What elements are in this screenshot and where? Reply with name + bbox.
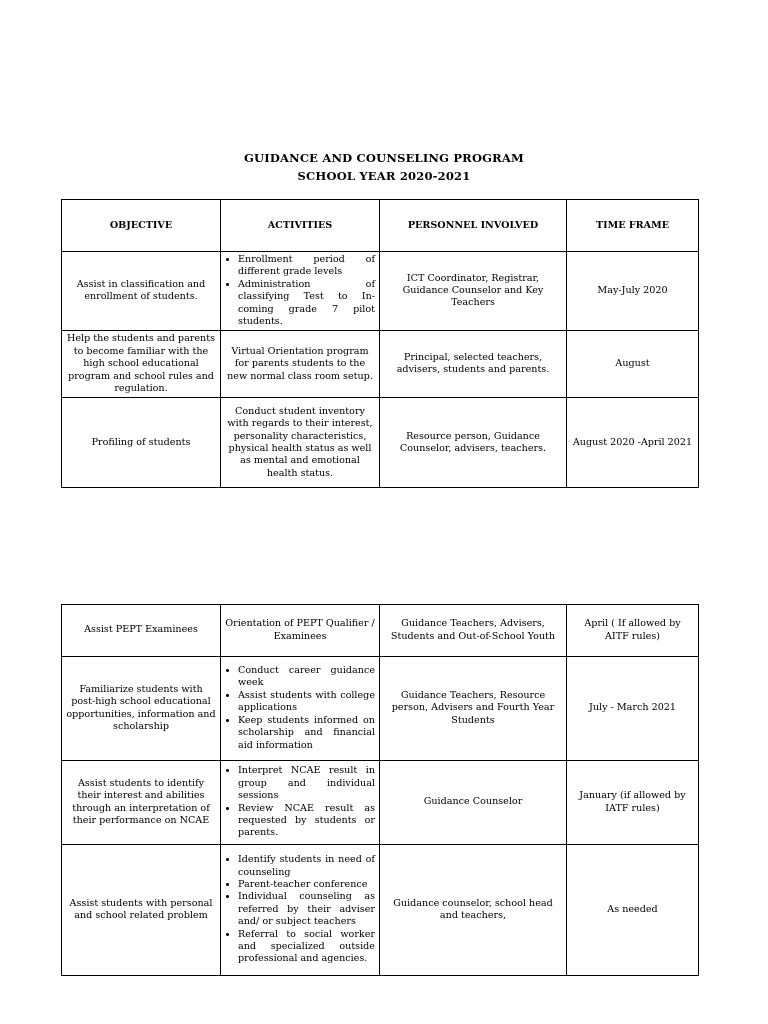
table-header-row	[62, 200, 699, 252]
program-table-2	[61, 604, 699, 976]
time-frame-cell: August	[567, 331, 699, 398]
table-row	[62, 605, 699, 657]
activity-item: • Interpret NCAE result in group and individual sessions	[238, 765, 375, 802]
header-time-frame: TIME FRAME	[567, 200, 699, 252]
document-title: GUIDANCE AND COUNSELING PROGRAM	[243, 151, 524, 165]
table-row	[62, 398, 699, 488]
activities-cell	[221, 657, 380, 761]
activity-item: • Identify students in need of counseling	[238, 854, 375, 879]
personnel-cell: Guidance Teachers, Resource person, Advisers and Fourth Year Students	[380, 657, 567, 761]
activities-cell	[221, 845, 380, 976]
activities-cell: Orientation of PEPT Qualifier / Examinees	[221, 605, 380, 657]
table-row	[62, 845, 699, 976]
personnel-cell: Principal, selected teachers, advisers, students and parents.	[380, 331, 567, 398]
header-personnel: PERSONNEL INVOLVED	[380, 200, 567, 252]
activity-item: • Referral to social worker and specialized outside professional and agencies.	[238, 929, 375, 966]
personnel-cell: Guidance Teachers, Advisers, Students and Out-of-School Youth	[380, 605, 567, 657]
activities-cell: Virtual Orientation program for parents students to the new normal class room setup.	[221, 331, 380, 398]
activities-list	[225, 854, 375, 966]
time-frame-cell: May-July 2020	[567, 252, 699, 331]
activities-cell	[221, 252, 380, 331]
time-frame-cell: April ( If allowed by AITF rules)	[567, 605, 699, 657]
time-frame-cell: As needed	[567, 845, 699, 976]
objective-cell: Help the students and parents to become familiar with the high school educational program and school rules and regulation.	[62, 331, 221, 398]
objective-cell: Profiling of students	[62, 398, 221, 488]
document-subtitle: SCHOOL YEAR 2020-2021	[297, 169, 471, 183]
table-row	[62, 761, 699, 845]
activities-list	[225, 665, 375, 752]
activity-item: • Individual counseling as referred by their adviser and/ or subject teachers	[238, 891, 375, 928]
activity-item: • Parent-teacher conference	[238, 879, 375, 891]
table-row	[62, 657, 699, 761]
objective-cell: Assist in classification and enrollment of students.	[62, 252, 221, 331]
activity-item: • Review NCAE result as requested by students or parents.	[238, 803, 375, 840]
activity-item: • Keep students informed on scholarship and financial aid information	[238, 715, 375, 752]
objective-cell: Assist students to identify their interest and abilities through an interpretation of their performance on NCAE	[62, 761, 221, 845]
personnel-cell: Resource person, Guidance Counselor, advisers, teachers.	[380, 398, 567, 488]
program-table-1	[61, 199, 699, 488]
activity-item: • Enrollment period of different grade levels	[238, 254, 375, 279]
objective-cell: Assist students with personal and school related problem	[62, 845, 221, 976]
activity-item: • Assist students with college applications	[238, 690, 375, 715]
time-frame-cell: August 2020 -April 2021	[567, 398, 699, 488]
objective-cell: Familiarize students with post-high school educational opportunities, information and scholarship	[62, 657, 221, 761]
header-activities: ACTIVITIES	[221, 200, 380, 252]
activity-item: • Conduct career guidance week	[238, 665, 375, 690]
personnel-cell: Guidance counselor, school head and teachers,	[380, 845, 567, 976]
activity-item: • Administration of classifying Test to In-coming grade 7 pilot students.	[238, 279, 375, 329]
activities-list	[225, 254, 375, 328]
time-frame-cell: July - March 2021	[567, 657, 699, 761]
objective-cell: Assist PEPT Examinees	[62, 605, 221, 657]
activities-list	[225, 765, 375, 839]
personnel-cell: ICT Coordinator, Registrar, Guidance Counselor and Key Teachers	[380, 252, 567, 331]
table-row	[62, 331, 699, 398]
activities-cell: Conduct student inventory with regards to their interest, personality characteristics, physical health status as well as mental and emotional health status.	[221, 398, 380, 488]
table-row	[62, 252, 699, 331]
activities-cell	[221, 761, 380, 845]
header-objective: OBJECTIVE	[62, 200, 221, 252]
personnel-cell: Guidance Counselor	[380, 761, 567, 845]
time-frame-cell: January (if allowed by IATF rules)	[567, 761, 699, 845]
